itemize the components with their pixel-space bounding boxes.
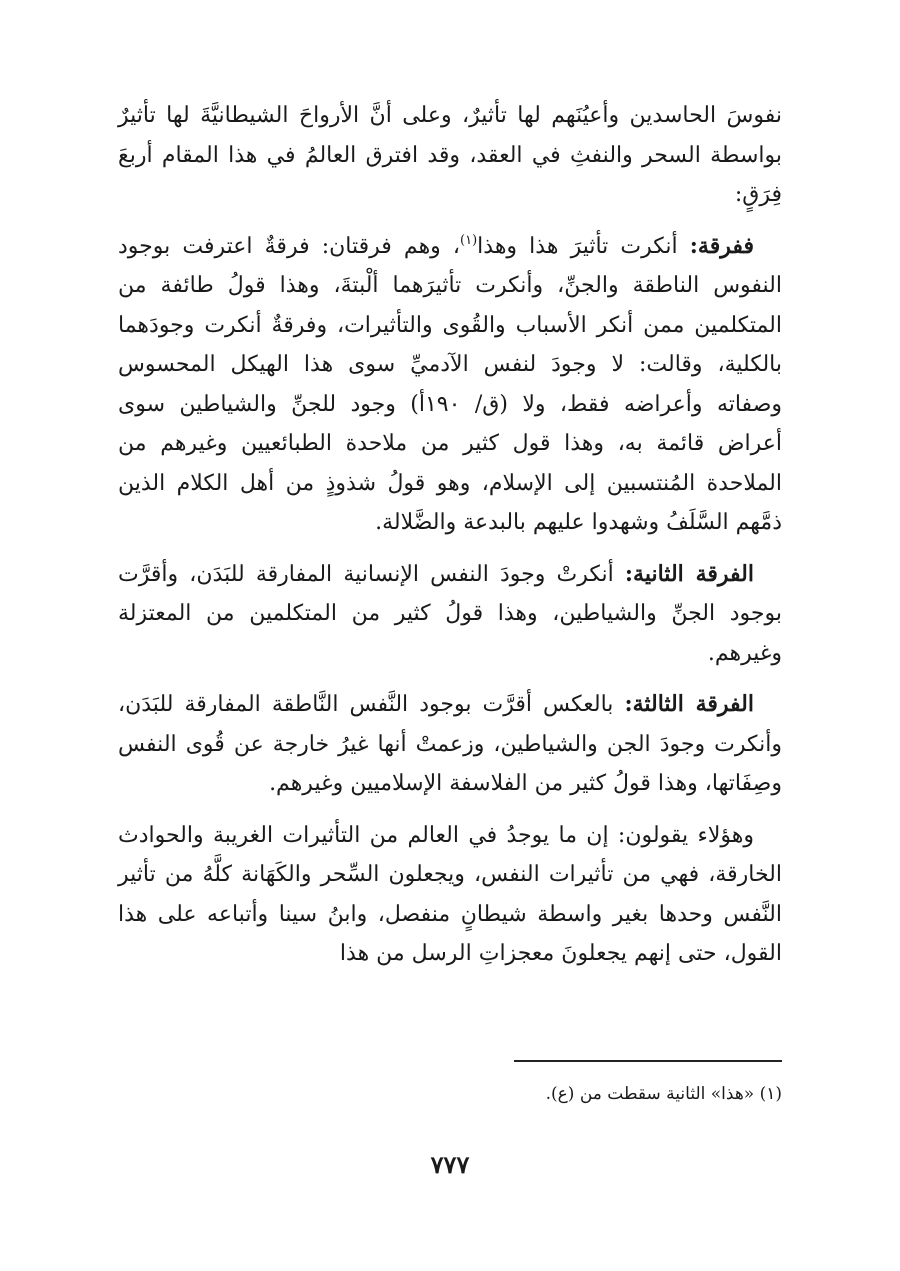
paragraph-intro-text: نفوسَ الحاسدين وأعيُنَهم لها تأثيرٌ، وعلى أنَّ الأرواحَ الشيطانيَّةَ لها تأثيرٌ بواسطة السحر والنفثِ في العقد، وقد افترق العالمُ في هذا المقام أربعَ فِرَقٍ: (118, 103, 782, 207)
continuation-text: وهؤلاء يقولون: إن ما يوجدُ في العالم من التأثيرات الغريبة والحوادث الخارقة، فهي من تأثيرات النفس، ويجعلون السِّحر والكَهَانة كلَّهُ من تأثير النَّفس وحدها بغير واسطة شيطانٍ منفصل، وابنُ سينا وأتباعه على هذا القول، حتى إنهم يجعلونَ معجزاتِ الرسل من هذا (118, 822, 782, 966)
paragraph-third-group (118, 685, 782, 804)
paragraph-second-group (118, 555, 782, 674)
second-group-heading: الفرقة الثانية: (624, 560, 754, 587)
main-text-block (118, 96, 782, 986)
third-group-heading: الفرقة الثالثة: (624, 691, 754, 717)
first-group-heading: ففرقة: (689, 232, 754, 259)
footnote-separator (514, 1060, 782, 1062)
page-number: ٧٧٧ (430, 1150, 470, 1179)
footnote-reference-1: (١) (460, 232, 478, 248)
first-group-text-a: أنكرت تأثيرَ هذا وهذا (477, 233, 690, 259)
third-group-text: بالعكس أقرَّت بوجود النَّفس النَّاطقة المفارقة للبَدَن، وأنكرت وجودَ الجن والشياطين، وزعمتْ أنها غيرُ خارجة عن قُوى النفس وصِفَاتها، وهذا قولُ كثير من الفلاسفة الإسلاميين وغيرهم. (118, 692, 783, 796)
footnote (118, 1080, 782, 1108)
paragraph-first-group (118, 227, 782, 543)
second-group-text: أنكرتْ وجودَ النفس الإنسانية المفارقة للبَدَن، وأقرَّت بوجود الجنِّ والشياطين، وهذا قولُ كثير من المتكلمين من المعتزلة وغيرهم. (118, 561, 782, 666)
first-group-text-b: ، وهم فرقتان: فرقةٌ اعترفت بوجود النفوس الناطقة والجنِّ، وأنكرت تأثيرَهما ألْبتةَ، وهذا قولُ طائفة من المتكلمين ممن أنكر الأسباب والقُوى والتأثيرات، وفرقةٌ أنكرت وجودَهما بالكلية، وقالت: لا وجودَ لنفس الآدميِّ سوى هذا الهيكل المحسوس وصفاته وأعراضه فقط، ولا (ق/ ١٩٠أ) وجود للجنِّ والشياطين سوى أعراض قائمة به، وهذا قول كثير من ملاحدة الطبائعيين وغيرهم من الملاحدة المُنتسبين إلى الإسلام، وهو قولُ شذوذٍ من أهل الكلام الذين ذمَّهم السَّلَفُ وشهدوا عليهم بالبدعة والضَّلالة. (118, 233, 782, 535)
paragraph-continuation (118, 816, 782, 974)
footnote-text: (١) «هذا» الثانية سقطت من (ع). (545, 1084, 782, 1104)
paragraph-intro (118, 96, 782, 215)
